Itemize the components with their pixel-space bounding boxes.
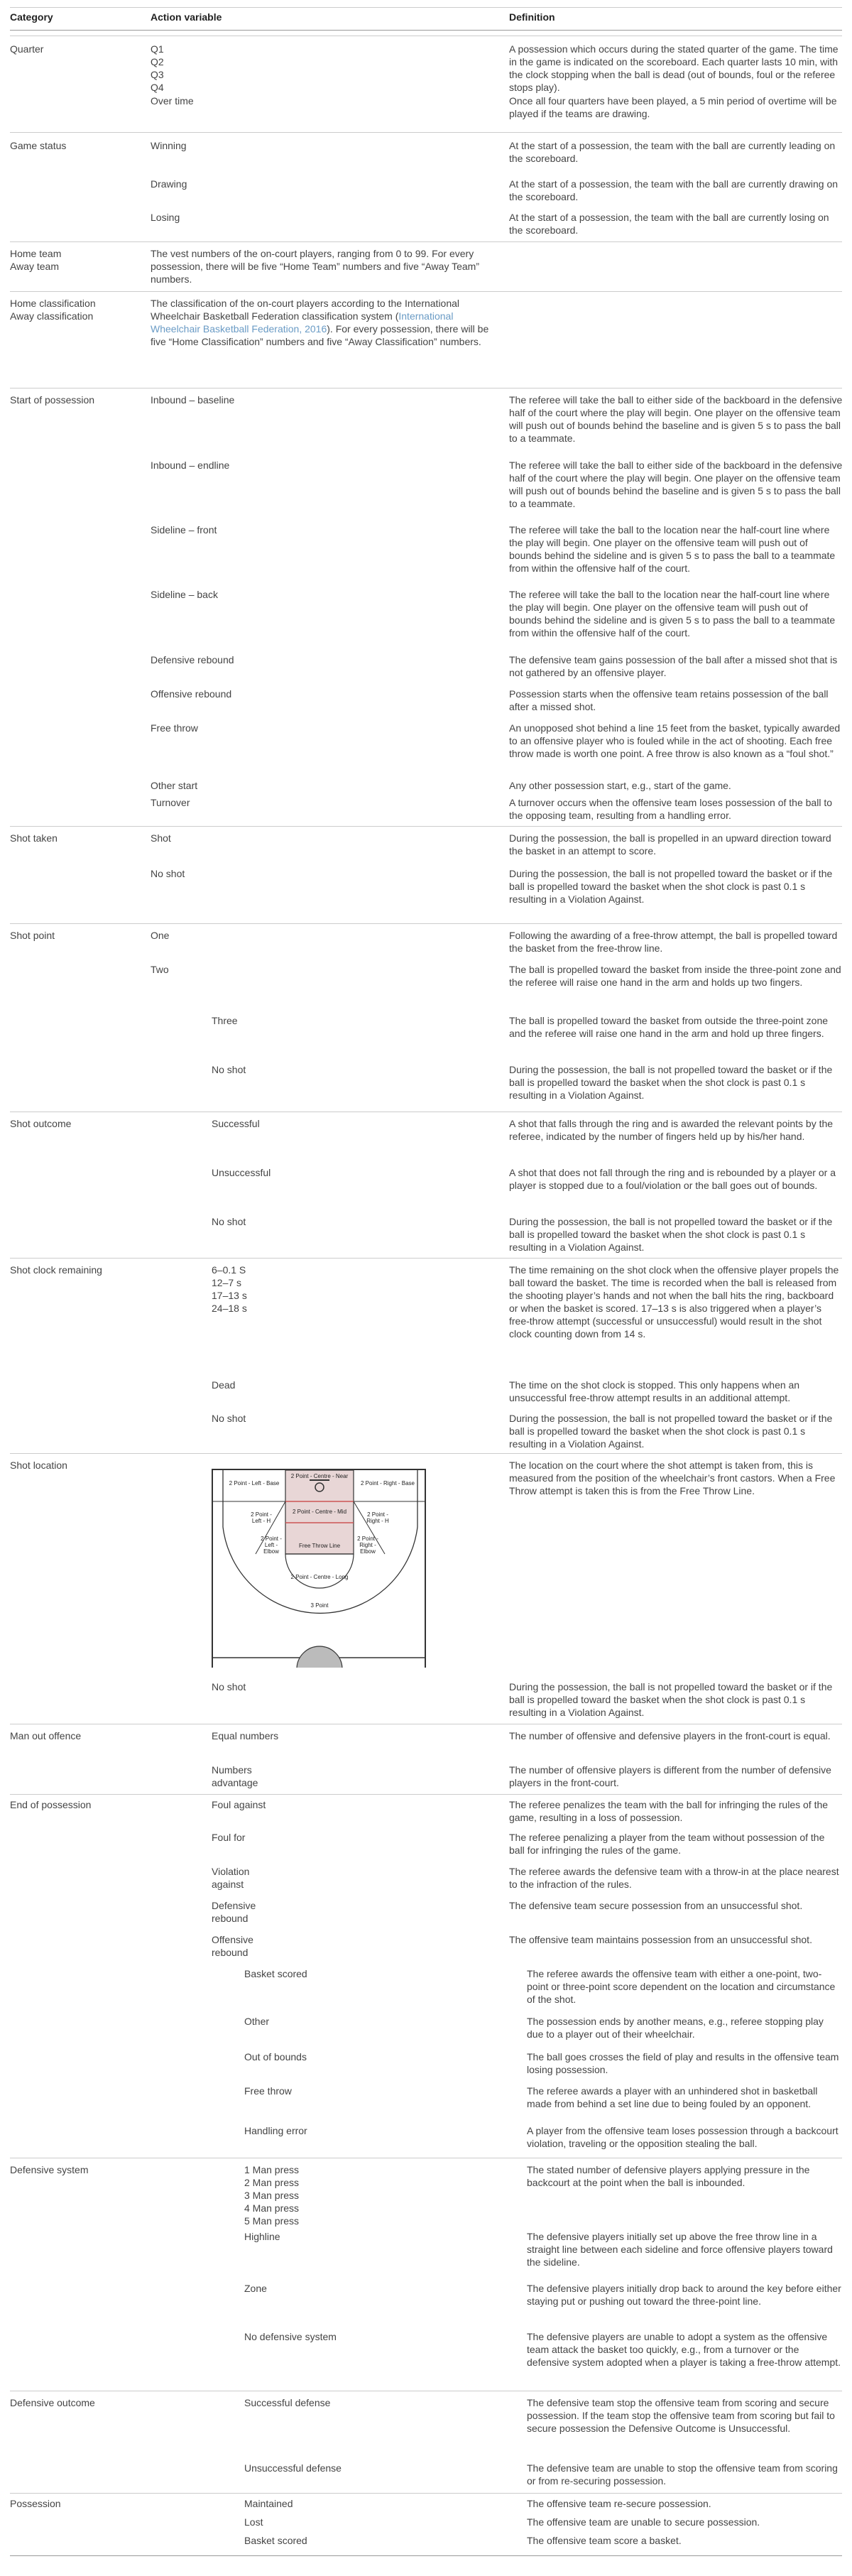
action-variable: No defensive system — [244, 2331, 337, 2342]
category-label: Defensive system — [10, 2164, 89, 2175]
action-variable: Handling error — [244, 2125, 307, 2136]
action-variable: Free throw — [244, 2085, 292, 2097]
action-variable: The vest numbers of the on-court players, ranging from 0 to 99. For every possession, there will be five “Home Team” numbers and five “Away Team” numbers. — [151, 248, 479, 285]
definition: The referee awards a player with an unhindered shot in basketball made from behind a set line due to being fouled by an opponent. — [527, 2085, 818, 2109]
table-bottom-rule — [10, 2555, 842, 2556]
action-variable: Sideline – back — [151, 589, 218, 600]
category-label: Home classification Away classification — [10, 298, 96, 322]
action-variable: Equal numbers — [212, 1730, 279, 1741]
action-variable: Foul against — [212, 1799, 266, 1810]
category-label: Shot outcome — [10, 1118, 72, 1129]
action-variable: Other start — [151, 780, 198, 791]
action-variable: Defensive rebound — [151, 654, 234, 665]
court-label: 2 Point - Right - Base — [360, 1480, 415, 1487]
court-label: 3 Point — [310, 1602, 329, 1609]
definition: Following the awarding of a free-throw attempt, the ball is propelled toward the basket from the free-throw line. — [509, 930, 838, 954]
definition: A possession which occurs during the stated quarter of the game. The time in the game is indicated on the scoreboard. Each quarter lasts 10 min, with the clock stopping when the ball is dead (out of bounds, foul or the referee stops play). — [509, 43, 839, 93]
definition: An unopposed shot behind a line 15 feet from the basket, typically awarded to an offensive player who is fouled while in the act of shooting. Each free throw made is worth one point. A free throw is also known as a “foul shot.” — [509, 722, 841, 759]
court-label: 2 Point - Centre - Long — [290, 1574, 349, 1580]
court-label: 2 Point - Centre - Mid — [292, 1509, 347, 1515]
action-variable: Unsuccessful — [212, 1167, 271, 1178]
action-variable: Inbound – baseline — [151, 394, 235, 406]
action-variable: Q1 Q2 Q3 Q4 — [151, 43, 164, 93]
category-label: Game status — [10, 140, 67, 151]
action-variable: Free throw — [151, 722, 198, 734]
action-variable: One — [151, 930, 170, 941]
definition: The defensive players initially set up above the free throw line in a straight line between each sideline and force offensive players toward the sideline. — [527, 2231, 833, 2268]
row-divider — [10, 1453, 842, 1454]
definition: The offensive team score a basket. — [527, 2535, 682, 2546]
action-variable: Offensive rebound — [212, 1934, 253, 1958]
category-label: Home team Away team — [10, 248, 62, 272]
header-category: Category — [10, 11, 53, 23]
court-lines — [213, 1470, 426, 1668]
definition: A shot that does not fall through the ring and is rebounded by a player or a player is stopped due to a foul/violation or the ball goes out of bounds. — [509, 1167, 836, 1191]
row-divider — [10, 923, 842, 924]
definition: The defensive players are unable to adopt a system as the offensive team attack the basket too quickly, e.g., from a turnover or the defensive system adopted when a player is taking a free-throw attempt. — [527, 2331, 841, 2368]
action-variable: The classification of the on-court players according to the International Wheelchair Basketball Federation classification system (International Wheelchair Basketball Federation, 2016). For every possession, there will be five “Home Classification” numbers and five “Away Classification” numbers. — [151, 298, 489, 347]
row-divider — [10, 291, 842, 292]
action-variable: Maintained — [244, 2498, 293, 2509]
action-variable: Drawing — [151, 178, 187, 190]
row-divider — [10, 1794, 842, 1795]
definition: The referee penalizing a player from the team without possession of the ball for infringing the rules of the game. — [509, 1832, 825, 1856]
action-variable: Successful defense — [244, 2397, 331, 2408]
court-diagram — [212, 1469, 426, 1668]
action-variable: No shot — [212, 1216, 246, 1227]
definition: The referee will take the ball to either side of the backboard in the defensive half of the court where the play will begin. One player on the offensive team will push out of bounds behind the baseline and is given 5 s to pass the ball to a teammate. — [509, 394, 843, 444]
definition: The ball goes crosses the field of play and results in the offensive team losing possession. — [527, 2051, 839, 2075]
action-variable: Successful — [212, 1118, 260, 1129]
definition: The referee awards the offensive team with either a one-point, two-point or three-point score dependent on the location and circumstance of the shot. — [527, 1968, 836, 2005]
definition: The number of offensive players is different from the number of defensive players in the front-court. — [509, 1764, 831, 1788]
court-label: Free Throw Line — [298, 1543, 341, 1549]
definition: The defensive team stop the offensive team from scoring and secure possession. If the team stop the offensive team from scoring but fail to secure possession the Defensive Outcome is Unsuccessful. — [527, 2397, 835, 2434]
definition: The offensive team re-secure possession. — [527, 2498, 711, 2509]
court-label: 2 Point - Left - Base — [229, 1480, 280, 1487]
definition: The time remaining on the shot clock when the offensive player propels the ball toward the basket. The time is recorded when the ball is released from the shooting player’s hands and not when the ball hits the ring, backboard or when the basket is scored. 17–13 s is also triggered when a player’s free-throw attempt (successful or unsuccessful) would result in the shot clock counting down from 14 s. — [509, 1264, 839, 1339]
definition: During the possession, the ball is not propelled toward the basket or if the ball is propelled toward the basket when the shot clock is past 0.1 s resulting in a Violation Against. — [509, 1216, 833, 1253]
category-label: Possession — [10, 2498, 61, 2509]
definition: A turnover occurs when the offensive team loses possession of the ball to the opposing team, resulting from a handling error. — [509, 797, 832, 821]
definition: The number of offensive and defensive players in the front-court is equal. — [509, 1730, 831, 1741]
table-top-rule — [10, 7, 842, 8]
definition: At the start of a possession, the team with the ball are currently losing on the scoreboard. — [509, 212, 829, 236]
definition: The offensive team are unable to secure possession. — [527, 2516, 760, 2528]
action-variable: Out of bounds — [244, 2051, 307, 2063]
category-label: End of possession — [10, 1799, 92, 1810]
definition: At the start of a possession, the team with the ball are currently drawing on the scoreboard. — [509, 178, 839, 202]
definition: The referee will take the ball to the location near the half-court line where the play will begin. One player on the offensive team will push out of bounds behind the sideline and is given 5 s to pass the ball to a teammate from within the offensive half of the court. — [509, 524, 836, 574]
action-variable: Winning — [151, 140, 187, 151]
court-label: 2 Point - Right - Elbow — [357, 1536, 378, 1555]
action-variable: Turnover — [151, 797, 190, 808]
definition: The location on the court where the shot attempt is taken from, this is measured from the position of the wheelchair’s front castors. When a Free Throw attempt is taken this is from the Free Throw Line. — [509, 1460, 836, 1496]
definition: At the start of a possession, the team with the ball are currently leading on the scoreboard. — [509, 140, 836, 164]
action-variable: Basket scored — [244, 2535, 307, 2546]
action-variable: Shot — [151, 832, 171, 844]
row-divider — [10, 132, 842, 133]
definition: The offensive team maintains possession from an unsuccessful shot. — [509, 1934, 812, 1945]
action-variable: Zone — [244, 2283, 267, 2294]
definition: The possession ends by another means, e.g., referee stopping play due to a player out of their wheelchair. — [527, 2016, 824, 2040]
definition: The time on the shot clock is stopped. This only happens when an unsuccessful free-throw attempt results in an additional attempt. — [509, 1379, 800, 1403]
action-variable: Inbound – endline — [151, 460, 230, 471]
citation-link[interactable]: International Wheelchair Basketball Federation, 2016 — [151, 310, 454, 335]
action-variable: Over time — [151, 95, 194, 107]
category-label: Shot location — [10, 1460, 67, 1471]
category-label: Defensive outcome — [10, 2397, 95, 2408]
definition: A shot that falls through the ring and is awarded the relevant points by the referee, indicated by the number of fingers held up by his/her hand. — [509, 1118, 834, 1142]
category-label: Man out offence — [10, 1730, 82, 1741]
action-variable: No shot — [212, 1413, 246, 1424]
action-variable: Two — [151, 964, 169, 975]
header-definition: Definition — [509, 11, 555, 23]
definition: Once all four quarters have been played, a 5 min period of overtime will be played if the teams are drawing. — [509, 95, 837, 119]
action-variable: Highline — [244, 2231, 280, 2242]
action-variable: Three — [212, 1015, 238, 1026]
category-label: Shot clock remaining — [10, 1264, 102, 1276]
court-label: 2 Point - Right - H — [366, 1511, 389, 1524]
definition: During the possession, the ball is not propelled toward the basket or if the ball is propelled toward the basket when the shot clock is past 0.1 s resulting in a Violation Against. — [509, 1681, 833, 1718]
definition: The defensive players initially drop back to around the key before either staying put or pushing out toward the three-point line. — [527, 2283, 841, 2307]
category-label: Quarter — [10, 43, 44, 55]
action-variable: Offensive rebound — [151, 688, 232, 700]
definition: The referee awards the defensive team with a throw-in at the place nearest to the infraction of the rules. — [509, 1866, 839, 1890]
definition: The stated number of defensive players applying pressure in the backcourt at the point when the ball is inbounded. — [527, 2164, 810, 2188]
row-divider — [10, 2493, 842, 2494]
center-circle — [297, 1646, 342, 1668]
definition: During the possession, the ball is propelled in an upward direction toward the basket in an attempt to score. — [509, 832, 831, 857]
action-variable: No shot — [212, 1681, 246, 1692]
definition: The defensive team secure possession from an unsuccessful shot. — [509, 1900, 803, 1911]
action-variable: Unsuccessful defense — [244, 2462, 342, 2474]
action-variable: No shot — [212, 1064, 246, 1075]
definition: The ball is propelled toward the basket from outside the three-point zone and the referee will raise one hand in the arm and hold up three fingers. — [509, 1015, 829, 1039]
definition: The referee will take the ball to the location near the half-court line where the play will begin. One player on the offensive team will push out of bounds behind the sideline and is given 5 s to pass the ball to a teammate from within the offensive half of the court. — [509, 589, 836, 638]
action-variable: Dead — [212, 1379, 236, 1391]
action-variable: Violation against — [212, 1866, 250, 1890]
definition: During the possession, the ball is not propelled toward the basket or if the ball is propelled toward the basket when the shot clock is past 0.1 s resulting in a Violation Against. — [509, 1413, 833, 1450]
definition: The defensive team gains possession of the ball after a missed shot that is not gathered by an offensive player. — [509, 654, 838, 678]
category-label: Shot point — [10, 930, 55, 941]
court-label: 2 Point - Left - Elbow — [261, 1536, 282, 1555]
header-action-variable: Action variable — [151, 11, 222, 23]
action-variable: Foul for — [212, 1832, 246, 1843]
action-variable: Lost — [244, 2516, 263, 2528]
action-variable: Numbers advantage — [212, 1764, 258, 1788]
header-rule — [10, 30, 842, 31]
action-variable: Other — [244, 2016, 270, 2027]
definition: Possession starts when the offensive team retains possession of the ball after a missed shot. — [509, 688, 829, 712]
definition: The referee penalizes the team with the ball for infringing the rules of the game, resulting in a loss of possession. — [509, 1799, 829, 1823]
definition: The referee will take the ball to either side of the backboard in the defensive half of the court where the play will begin. One player on the offensive team will push out of bounds behind the baseline and is given 5 s to pass the ball to a teammate. — [509, 460, 843, 509]
row-divider — [10, 241, 842, 242]
definition: The ball is propelled toward the basket from inside the three-point zone and the referee will raise one hand in the arm and holds up two fingers. — [509, 964, 841, 988]
category-label: Start of possession — [10, 394, 95, 406]
definition: During the possession, the ball is not propelled toward the basket or if the ball is propelled toward the basket when the shot clock is past 0.1 s resulting in a Violation Against. — [509, 1064, 833, 1101]
action-variable: Sideline – front — [151, 524, 217, 536]
action-variable: No shot — [151, 868, 185, 879]
action-variable: Basket scored — [244, 1968, 307, 1979]
definition: The defensive team are unable to stop the offensive team from scoring or from re-securing possession. — [527, 2462, 838, 2487]
action-variable: 6–0.1 S 12–7 s 17–13 s 24–18 s — [212, 1264, 247, 1314]
definition: During the possession, the ball is not propelled toward the basket or if the ball is propelled toward the basket when the shot clock is past 0.1 s resulting in a Violation Against. — [509, 868, 833, 905]
definition: Any other possession start, e.g., start of the game. — [509, 780, 731, 791]
action-variable: Losing — [151, 212, 180, 223]
row-divider — [10, 1258, 842, 1259]
action-variable: Defensive rebound — [212, 1900, 256, 1924]
court-label: 2 Point - Centre - Near — [290, 1473, 349, 1479]
category-label: Shot taken — [10, 832, 58, 844]
row-divider — [10, 826, 842, 827]
definition: A player from the offensive team loses possession through a backcourt violation, traveling or the opposition stealing the ball. — [527, 2125, 839, 2149]
court-label: 2 Point - Left - H — [251, 1511, 272, 1524]
action-variable: 1 Man press 2 Man press 3 Man press 4 Man press 5 Man press — [244, 2164, 300, 2227]
